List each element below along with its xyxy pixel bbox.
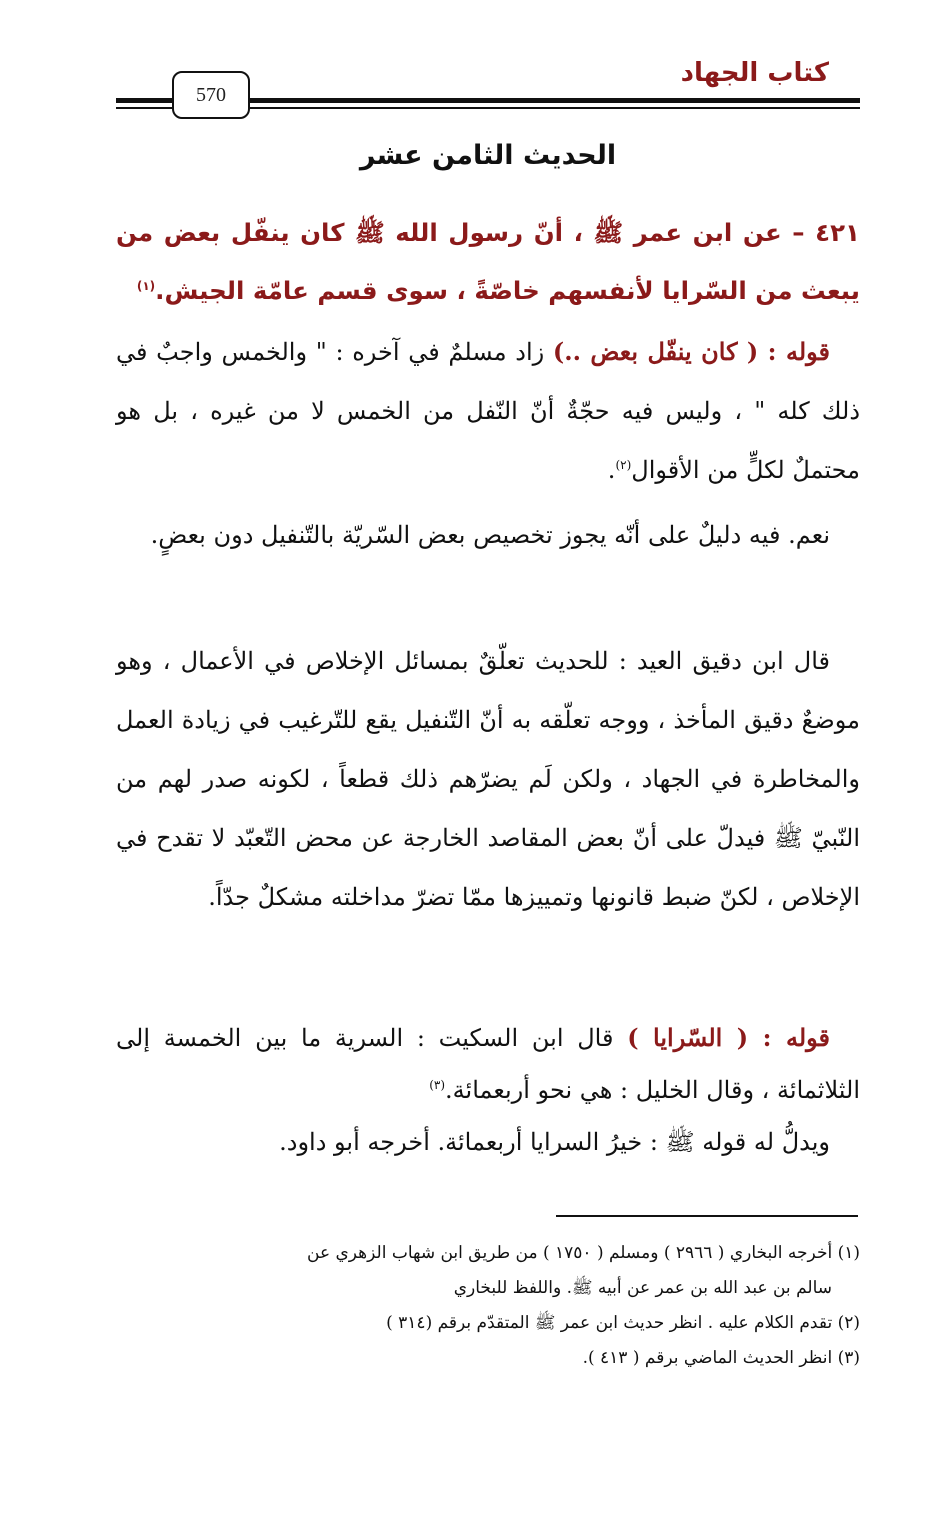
footnote-1-line-2: سالم بن عبد الله بن عمر عن أبيه ﷺ. واللفظ للبخاري bbox=[453, 1278, 832, 1298]
paragraph bbox=[116, 322, 860, 500]
paragraph bbox=[116, 1012, 860, 1116]
footnote-separator bbox=[556, 1215, 858, 1217]
commentary-4 bbox=[116, 1012, 860, 1168]
page-number: 570 bbox=[172, 71, 250, 119]
commentary-1 bbox=[116, 322, 860, 500]
quote-lead: قوله : ( السّرايا ) bbox=[627, 1023, 831, 1052]
paragraph: قال ابن دقيق العيد : للحديث تعلّقٌ بمسائل الإخلاص في الأعمال ، وهو موضعٌ دقيق المأخذ ، ووجه تعلّقه به أنّ التّنفيل يقع للتّرغيب في زيادة العمل والمخاطرة في الجهاد ، ولكن لَم يضرّهم ذلك قطعاً ، لكونه صدر لهم من النّبيّ ﷺ فيدلّ على أنّ بعض المقاصد الخارجة عن محض التّعبّد لا تقدح في الإخلاص ، لكنّ ضبط قانونها وتمييزها ممّا تضرّ مداخلته مشكلٌ جدّاً. bbox=[116, 647, 861, 911]
book-title: كتاب الجهاد bbox=[680, 58, 829, 88]
paragraph: ويدلُّ له قوله ﷺ : خيرُ السرايا أربعمائة. أخرجه أبو داود. bbox=[279, 1128, 830, 1156]
paragraph-text: قال ابن السكيت : السرية ما بين الخمسة إلى الثلاثمائة ، وقال الخليل : هي نحو أربعمائة. bbox=[116, 1024, 860, 1104]
paragraph-text: زاد مسلمٌ في آخره : " والخمس واجبٌ في ذلك كله " ، وليس فيه حجّةٌ أنّ النّفل من الخمس لا من غيره ، بل هو محتملٌ لكلٍّ من الأقوال bbox=[116, 338, 860, 484]
quote-lead: قوله : ( كان ينفّل بعض ..) bbox=[552, 337, 830, 366]
commentary-2 bbox=[116, 506, 860, 565]
section-heading: الحديث الثامن عشر bbox=[359, 140, 617, 171]
commentary-3 bbox=[116, 632, 860, 927]
hadith-text bbox=[116, 204, 860, 320]
paragraph: نعم. فيه دليلٌ على أنّه يجوز تخصيص بعض السّريّة بالتّنفيل دون بعضٍ. bbox=[150, 521, 830, 549]
footnote-mark-2: (٢) bbox=[615, 458, 632, 472]
footnote-2: (٢) تقدم الكلام عليه . انظر حديث ابن عمر ﷺ المتقدّم برقم (٣١٤ ) bbox=[386, 1313, 860, 1333]
footnotes bbox=[116, 1236, 860, 1376]
footnote-1-line-1: (١) أخرجه البخاري ( ٢٩٦٦ ) ومسلم ( ١٧٥٠ ) من طريق ابن شهاب الزهري عن bbox=[307, 1243, 860, 1263]
footnote-mark-1: (١) bbox=[136, 278, 156, 293]
footnote-3: (٣) انظر الحديث الماضي برقم ( ٤١٣ ). bbox=[582, 1348, 860, 1368]
paragraph-end: . bbox=[607, 456, 616, 484]
hadith-body: ٤٢١ – عن ابن عمر ﷺ ، أنّ رسول الله ﷺ كان ينفّل بعض من يبعث من السّرايا لأنفسهم خاصّةً ، سوى قسم عامّة الجيش. bbox=[116, 218, 860, 305]
footnote-mark-3: (٣) bbox=[429, 1078, 446, 1092]
